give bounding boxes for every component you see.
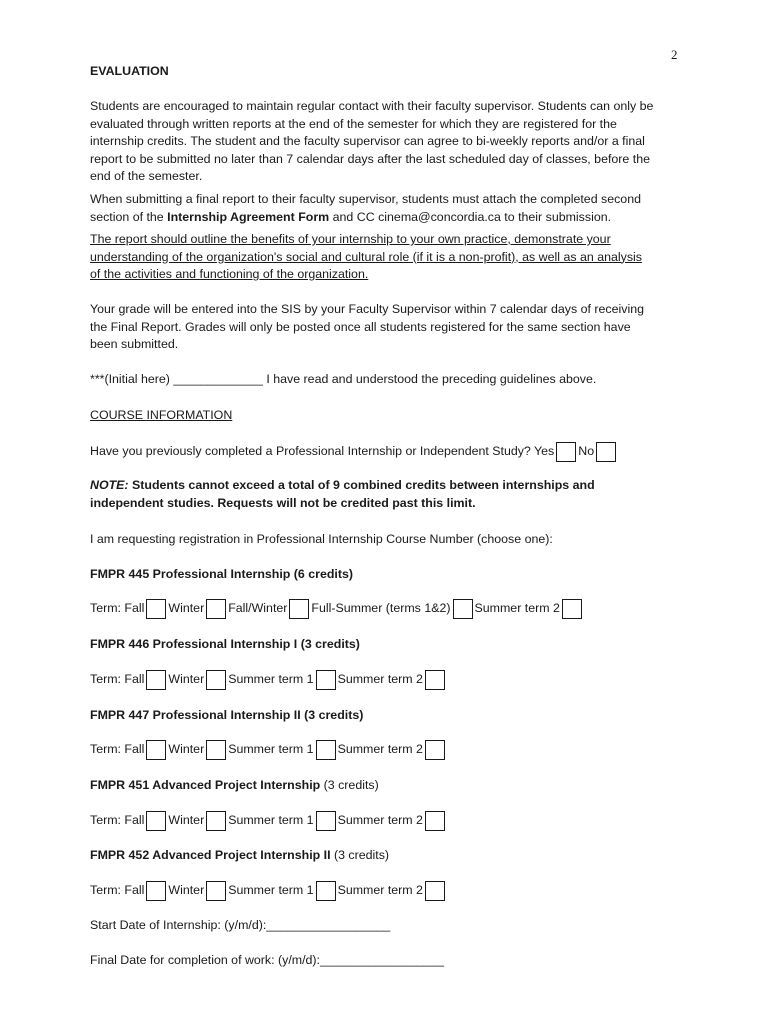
winter-checkbox[interactable] bbox=[206, 740, 226, 760]
evaluation-paragraph-1: Students are encouraged to maintain regular contact with their faculty supervisor. Students can only be evaluated through written reports at the end of the semester for which they are registered for the internship credits. The student and the faculty supervisor can agree to bi-weekly reports and/or a final report to be submitted no later than 7 calendar days after the last scheduled day of classes, before the end of the semester. bbox=[90, 99, 654, 183]
term-row-fmpr-445 bbox=[90, 597, 584, 621]
fall-checkbox[interactable] bbox=[146, 599, 166, 619]
final-date-field[interactable]: Final Date for completion of work: (y/m/d):__________________ bbox=[90, 953, 445, 967]
term-fall-label: Term: Fall bbox=[90, 742, 145, 757]
full-summer-checkbox[interactable] bbox=[453, 599, 473, 619]
winter-checkbox[interactable] bbox=[206, 811, 226, 831]
term-row-fmpr-452 bbox=[90, 879, 447, 903]
course-credits: (3 credits) bbox=[320, 778, 379, 792]
course-code-title: FMPR 452 Advanced Project Internship II bbox=[90, 848, 331, 862]
term-summer-1-label: Summer term 1 bbox=[228, 813, 314, 828]
term-row-fmpr-451 bbox=[90, 809, 447, 833]
fall-checkbox[interactable] bbox=[146, 811, 166, 831]
evaluation-paragraph-3: The report should outline the benefits of your internship to your own practice, demonstrate your understanding of the organization's social and cultural role (if it is a non-profit), as well as an analysis of the activities and functioning of the organization. bbox=[90, 232, 642, 281]
previous-internship-question-text: Have you previously completed a Professional Internship or Independent Study? Yes bbox=[90, 444, 555, 459]
term-summer-1-label: Summer term 1 bbox=[228, 742, 314, 757]
note-label: NOTE: bbox=[90, 478, 129, 492]
summer-term-2-checkbox[interactable] bbox=[425, 811, 445, 831]
evaluation-heading: EVALUATION bbox=[90, 64, 169, 78]
winter-checkbox[interactable] bbox=[206, 670, 226, 690]
summer-term-1-checkbox[interactable] bbox=[316, 881, 336, 901]
term-summer-1-label: Summer term 1 bbox=[228, 672, 314, 687]
credits-note bbox=[90, 477, 655, 512]
fall-checkbox[interactable] bbox=[146, 740, 166, 760]
term-winter-label: Winter bbox=[168, 813, 205, 828]
fall-checkbox[interactable] bbox=[146, 670, 166, 690]
course-title-fmpr-446: FMPR 446 Professional Internship I (3 credits) bbox=[90, 637, 360, 651]
internship-agreement-form-label: Internship Agreement Form bbox=[167, 209, 330, 224]
summer-term-2-checkbox[interactable] bbox=[425, 670, 445, 690]
summer-term-2-checkbox[interactable] bbox=[562, 599, 582, 619]
term-summer-2-label: Summer term 2 bbox=[337, 672, 423, 687]
summer-term-2-checkbox[interactable] bbox=[425, 881, 445, 901]
p2-text-before: When submitting a final report to their faculty supervisor, students must attach the completed second section of the bbox=[90, 192, 641, 224]
no-checkbox[interactable] bbox=[596, 442, 616, 462]
term-fall-label: Term: Fall bbox=[90, 813, 145, 828]
term-winter-label: Winter bbox=[168, 672, 205, 687]
request-line: I am requesting registration in Professional Internship Course Number (choose one): bbox=[90, 532, 553, 546]
term-fall-winter-label: Fall/Winter bbox=[228, 601, 288, 616]
start-date-field[interactable]: Start Date of Internship: (y/m/d):__________________ bbox=[90, 918, 391, 932]
evaluation-paragraph-4: Your grade will be entered into the SIS by your Faculty Supervisor within 7 calendar days of receiving the Final Report. Grades will only be posted once all students registered for the same section have been submitted. bbox=[90, 302, 644, 351]
term-winter-label: Winter bbox=[168, 742, 205, 757]
term-fall-label: Term: Fall bbox=[90, 601, 145, 616]
term-row-fmpr-446 bbox=[90, 668, 447, 692]
course-title-fmpr-451 bbox=[90, 777, 655, 795]
page-number: 2 bbox=[671, 47, 678, 62]
course-title-fmpr-452 bbox=[90, 847, 655, 865]
yes-checkbox[interactable] bbox=[556, 442, 576, 462]
fall-checkbox[interactable] bbox=[146, 881, 166, 901]
term-summer-2-label: Summer term 2 bbox=[474, 601, 560, 616]
term-summer-1-label: Summer term 1 bbox=[228, 883, 314, 898]
term-fall-label: Term: Fall bbox=[90, 672, 145, 687]
initial-line: ***(Initial here) _____________ I have read and understood the preceding guidelines above. bbox=[90, 372, 597, 386]
summer-term-1-checkbox[interactable] bbox=[316, 740, 336, 760]
p2-text-after: and CC cinema@concordia.ca to their submission. bbox=[329, 209, 612, 224]
course-code-title: FMPR 451 Advanced Project Internship bbox=[90, 778, 321, 792]
term-summer-2-label: Summer term 2 bbox=[337, 813, 423, 828]
term-summer-2-label: Summer term 2 bbox=[337, 883, 423, 898]
term-winter-label: Winter bbox=[168, 883, 205, 898]
term-row-fmpr-447 bbox=[90, 738, 447, 762]
course-information-heading: COURSE INFORMATION bbox=[90, 408, 233, 422]
summer-term-1-checkbox[interactable] bbox=[316, 670, 336, 690]
term-full-summer-label: Full-Summer (terms 1&2) bbox=[311, 601, 451, 616]
no-label: No bbox=[578, 444, 595, 459]
note-text: Students cannot exceed a total of 9 combined credits between internships and independent studies. Requests will not be credited past this limit. bbox=[90, 478, 595, 510]
course-title-fmpr-445: FMPR 445 Professional Internship (6 credits) bbox=[90, 567, 354, 581]
winter-checkbox[interactable] bbox=[206, 599, 226, 619]
term-fall-label: Term: Fall bbox=[90, 883, 145, 898]
winter-checkbox[interactable] bbox=[206, 881, 226, 901]
summer-term-1-checkbox[interactable] bbox=[316, 811, 336, 831]
fall-winter-checkbox[interactable] bbox=[289, 599, 309, 619]
term-winter-label: Winter bbox=[168, 601, 205, 616]
term-summer-2-label: Summer term 2 bbox=[337, 742, 423, 757]
evaluation-paragraph-2 bbox=[90, 191, 655, 226]
course-title-fmpr-447: FMPR 447 Professional Internship II (3 credits) bbox=[90, 708, 364, 722]
previous-internship-question bbox=[90, 440, 618, 464]
summer-term-2-checkbox[interactable] bbox=[425, 740, 445, 760]
course-credits: (3 credits) bbox=[330, 848, 390, 862]
